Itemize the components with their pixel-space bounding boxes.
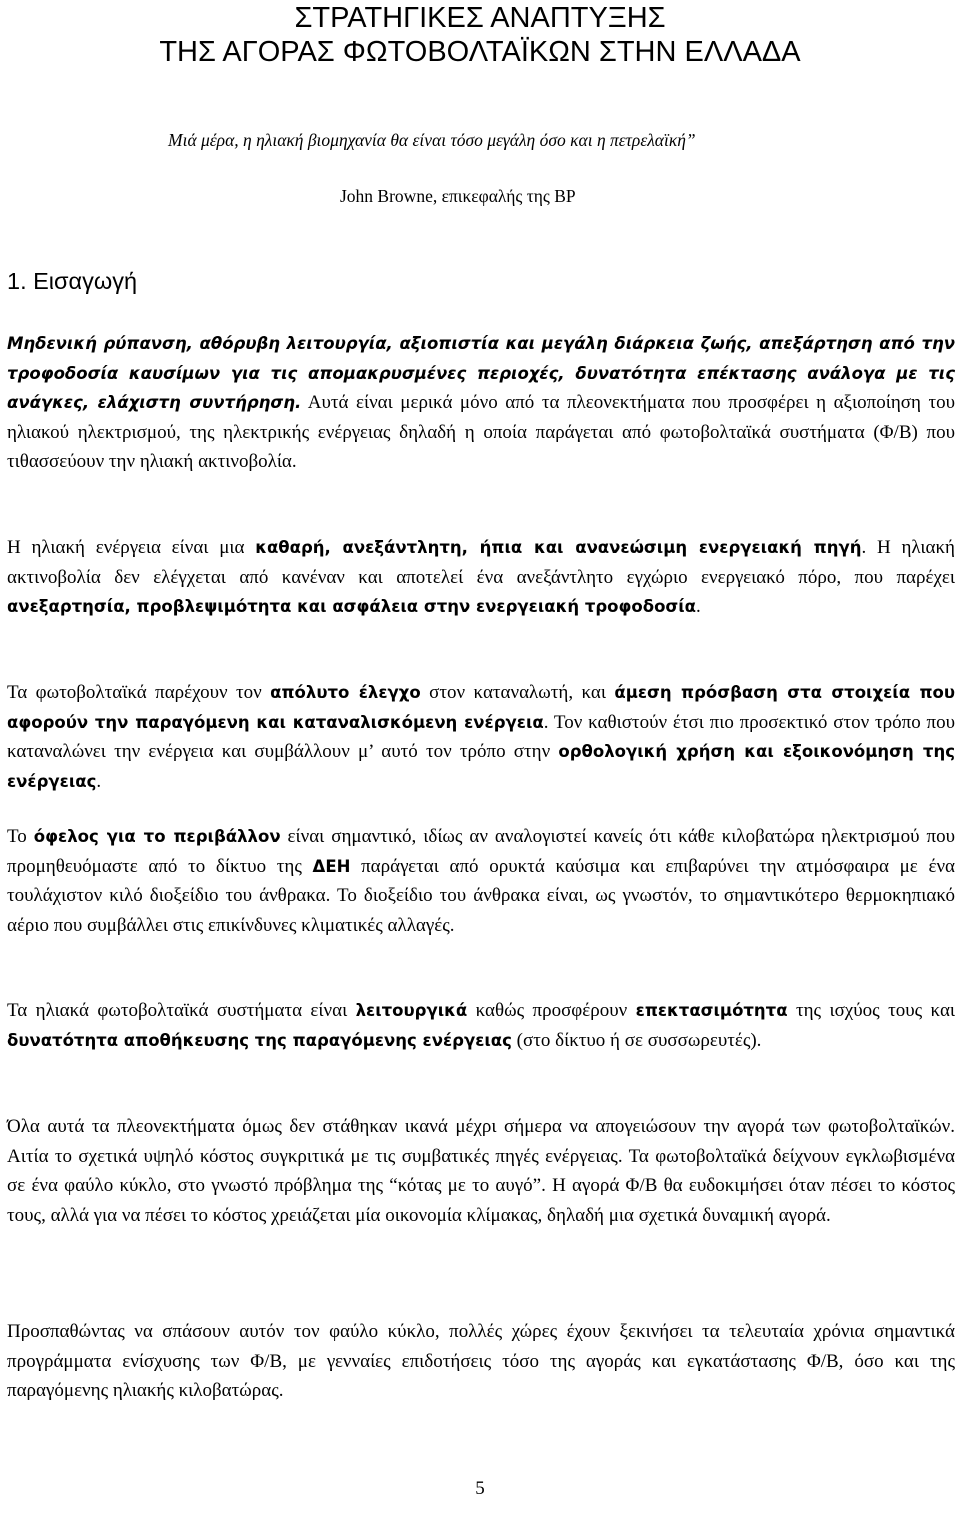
paragraph-3-bold-f: ορθολογική χρήση και εξοικονόμηση της ενέργειας	[7, 742, 955, 791]
paragraph-3	[7, 678, 955, 796]
paragraph-5-bold-b: λειτουργικά	[355, 1001, 468, 1020]
paragraph-4-bold-b: όφελος για το περιβάλλον	[33, 827, 281, 846]
paragraph-2-text-c: . Η ηλιακή ακτινοβολία δεν ελέγχεται από κανέναν και αποτελεί ένα ανεξάντλητο εγχώριο ενεργειακό πόρο, που παρέχει	[7, 537, 955, 588]
section-heading: 1. Εισαγωγή	[7, 268, 138, 294]
paragraph-5-text-e: της ισχύος τους και	[787, 1000, 956, 1021]
paragraph-5-text-a: Τα ηλιακά φωτοβολταϊκά συστήματα είναι	[7, 1000, 356, 1021]
paragraph-4-bold-d: ΔΕΗ	[312, 856, 351, 876]
paragraph-2-text-e: .	[696, 596, 701, 617]
paragraph-4-text-e: παράγεται από ορυκτά καύσιμα και επιβαρύνει την ατμόσφαιρα με ένα τουλάχιστον κιλό διοξείδιο του άνθρακα. Το διοξείδιο του άνθρακα είναι, ως γνωστόν, το σημαντικότερο θερμοκηπιακό αέριο που συμβάλλει στις επικίνδυνες κλιματικές αλλαγές.	[7, 855, 955, 936]
paragraph-2-bold-b: καθαρή, ανεξάντλητη, ήπια και ανανεώσιμη ενεργειακή πηγή	[255, 538, 862, 557]
paragraph-3-bold-b: απόλυτο έλεγχο	[270, 683, 421, 702]
paragraph-2-bold-d: ανεξαρτησία, προβλεψιμότητα και ασφάλεια στην ενεργειακή τροφοδοσία	[7, 597, 697, 616]
paragraph-7: Προσπαθώντας να σπάσουν αυτόν τον φαύλο κύκλο, πολλές χώρες έχουν ξεκινήσει τα τελευταία χρόνια σημαντικά προγράμματα ενίσχυσης των Φ/Β, με γενναίες επιδοτήσεις τόσο της αγοράς και εγκατάστασης Φ/Β, όσο και της παραγόμενης ηλιακής κιλοβατώρας.	[7, 1321, 955, 1401]
paragraph-4-text-c: είναι σημαντικό, ιδίως αν αναλογιστεί κανείς ότι κάθε κιλοβατώρα ηλεκτρισμού που προμηθευόμαστε από το δίκτυο της	[7, 826, 955, 877]
paragraph-3-text-a: Τα φωτοβολταϊκά παρέχουν τον	[7, 682, 271, 703]
paragraph-3-text-c: στον καταναλωτή, και	[420, 682, 615, 703]
paragraph-4	[7, 822, 955, 940]
paragraph-5-text-c: καθώς προσφέρουν	[467, 1000, 636, 1021]
paragraph-1-text: Αυτά είναι μερικά μόνο από τα πλεονεκτήματα που προσφέρει η αξιοποίηση του ηλιακού ηλεκτρισμού, της ηλεκτρικής ενέργειας δηλαδή η οποία παράγεται από φωτοβολταϊκά συστήματα (Φ/Β) που τιθασσεύουν την ηλιακή ακτινοβολία.	[7, 392, 956, 472]
paragraph-5	[7, 996, 955, 1055]
paragraph-2-text-a: Η ηλιακή ενέργεια είναι μια	[7, 537, 256, 558]
paragraph-3-text-e: . Τον καθιστούν έτσι πιο προσεκτικό στον τρόπο που καταναλώνει την ενέργεια και συμβάλλουν μ’ αυτό τον τρόπο στην	[7, 711, 956, 762]
paragraph-5-text-g: (στο δίκτυο ή σε συσσωρευτές).	[511, 1029, 762, 1051]
paragraph-4-text-a: Το	[7, 826, 34, 847]
paragraph-5-bold-f: δυνατότητα αποθήκευσης της παραγόμενης ενέργειας	[7, 1030, 512, 1050]
paragraph-5-bold-d: επεκτασιμότητα	[635, 1001, 788, 1020]
page-number: 5	[475, 1478, 485, 1499]
paragraph-1-emphasis: Μηδενική ρύπανση, αθόρυβη λειτουργία, αξιοπιστία και μεγάλη διάρκεια ζωής, απεξάρτηση από την τροφοδοσία καυσίμων για τις απομακρυσμένες περιοχές, δυνατότητα επέκτασης ανάλογα με τις ανάγκες, ελάχιστη συντήρηση.	[7, 334, 955, 412]
paragraph-6: Όλα αυτά τα πλεονεκτήματα όμως δεν στάθηκαν ικανά μέχρι σήμερα να απογειώσουν την αγορά των φωτοβολταϊκών. Αιτία το σχετικά υψηλό κόστος συγκριτικά με τις συμβατικές πηγές ενέργειας. Τα φωτοβολταϊκά δείχνουν εγκλωβισμένα σε ένα φαύλο κύκλο, στο γνωστό πρόβλημα της “κότας με το αυγό”. Η αγορά Φ/Β θα ευδοκιμήσει όταν πέσει το κόστος τους, αλλά για να πέσει το κόστος χρειάζεται μία οικονομία κλίμακας, δηλαδή μια σχετικά δυναμική αγορά.	[7, 1116, 955, 1226]
paragraph-2	[7, 533, 955, 622]
epigraph-author: John Browne, επικεφαλής της BP	[340, 186, 576, 206]
document-title-line-2: ΤΗΣ ΑΓΟΡΑΣ ΦΩΤΟΒΟΛΤΑΪΚΩΝ ΣΤΗΝ ΕΛΛΑΔΑ	[159, 36, 801, 68]
paragraph-3-text-g: .	[96, 770, 102, 792]
document-title-line-1: ΣΤΡΑΤΗΓΙΚΕΣ ΑΝΑΠΤΥΞΗΣ	[294, 2, 666, 34]
paragraph-3-bold-d: άμεση πρόσβαση στα στοιχεία που αφορούν την παραγόμενη και καταναλισκόμενη ενέργεια	[7, 683, 955, 732]
paragraph-1	[7, 329, 955, 477]
epigraph-quote: Μιά μέρα, η ηλιακή βιομηχανία θα είναι τόσο μεγάλη όσο και η πετρελαϊκή”	[168, 130, 696, 150]
